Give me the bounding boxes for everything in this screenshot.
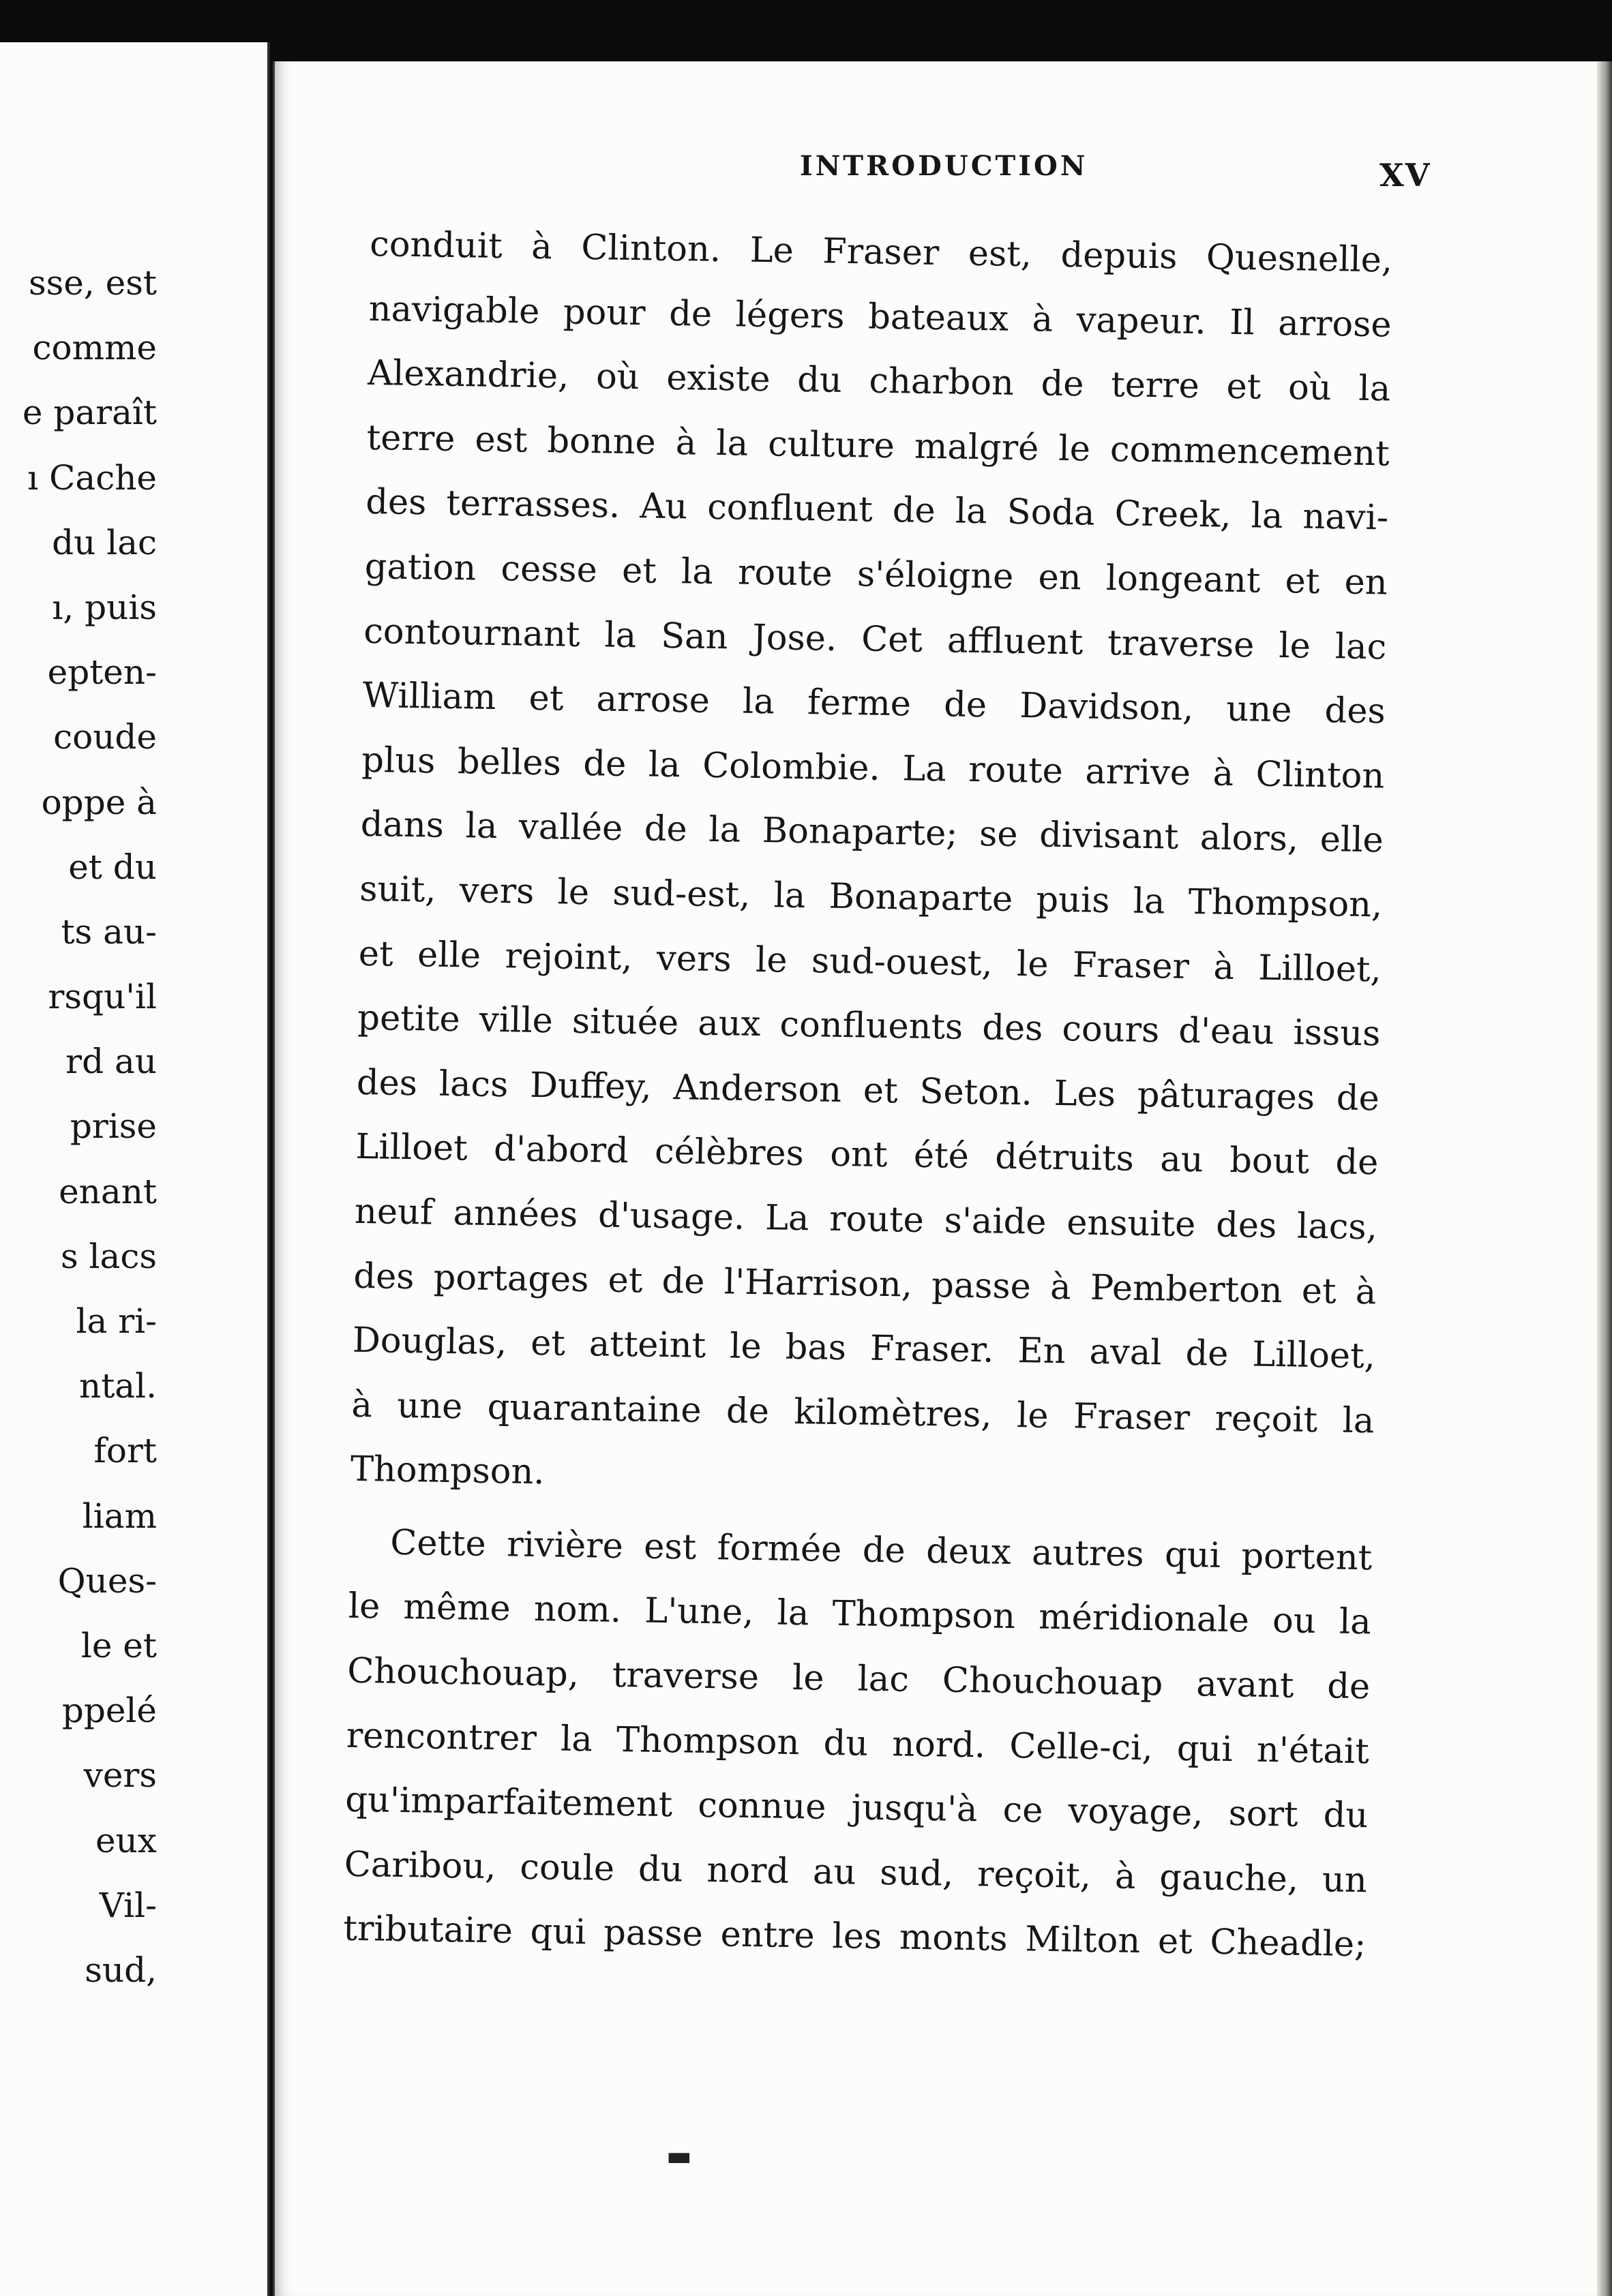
text-line: Caribou, coule du nord au sud, reçoit, à gauche, un [344,1844,1368,1901]
left-page [0,42,270,2296]
left-line: ppelé [61,1691,157,1731]
paragraph-2 [343,1511,1373,1978]
left-line: la ri- [76,1301,157,1341]
text-line: suit, vers le sud-est, la Bonaparte puis la Thompson, [359,868,1383,926]
left-line: liam [82,1496,157,1536]
left-line: le et [80,1625,157,1665]
left-line: e paraît [22,393,157,433]
left-line: ı Cache [27,457,157,498]
page-header [275,150,1612,198]
left-line: et du [68,847,157,887]
text-line: des lacs Duffey, Anderson et Seton. Les pâturages de [356,1062,1380,1119]
text-line: des portages et de l'Harrison, passe à Pemberton et à [353,1256,1377,1312]
text-line: à une quarantaine de kilomètres, le Fraser reçoit la [351,1385,1375,1442]
left-line: Ques- [57,1560,157,1601]
text-line: dans la vallée de la Bonaparte; se divisant alors, elle [360,804,1384,861]
text-line: Cette rivière est formée de deux autres qui portent [389,1522,1373,1579]
text-line: Douglas, et atteint le bas Fraser. En aval de Lilloet, [352,1320,1376,1377]
text-line: rencontrer la Thompson du nord. Celle-ci, qui n'était [346,1715,1370,1772]
text-line: tributaire qui passe entre les monts Milton et Cheadle; [342,1909,1367,1965]
text-line: William et arrose la ferme de Davidson, une des [362,676,1386,732]
page-edge [1597,61,1612,2296]
left-line: fort [93,1431,157,1471]
text-line: gation cesse et la route s'éloigne en longeant et en [364,546,1388,603]
left-line: Vil- [99,1885,157,1925]
left-line: oppe à [41,782,157,822]
text-line: plus belles de la Colombie. La route arrive à Clinton [361,740,1385,797]
left-line: epten- [47,652,157,693]
text-line: le même nom. L'une, la Thompson méridionale ou la [348,1586,1372,1643]
left-line: coude [53,717,157,757]
running-head: INTRODUCTION [800,150,1088,182]
page-number: XV [1379,157,1431,194]
text-line: Chouchouap, traverse le lac Chouchouap avant de [346,1650,1371,1708]
left-line: ts au- [61,911,157,952]
text-line: petite ville située aux confluents des cours d'eau issus [357,997,1381,1055]
text-line: Alexandrie, où existe du charbon de terre et où la [367,353,1391,410]
ink-mark-ornament: ▬ [666,2141,692,2172]
text-line: contournant la San Jose. Cet affluent traverse le lac [363,611,1387,668]
left-line: comme [32,328,157,368]
left-line: ı, puis [52,587,157,627]
left-line: rsqu'il [48,977,157,1017]
left-line: enant [59,1171,157,1211]
left-line: sud, [85,1950,157,1990]
text-line: et elle rejoint, vers le sud-ouest, le Fraser à Lilloet, [358,933,1382,990]
paragraph-1 [350,213,1393,1518]
text-line: neuf années d'usage. La route s'aide ensuite des lacs, [354,1191,1378,1248]
left-line: prise [70,1106,157,1147]
text-line: terre est bonne à la culture malgré le commencement [366,417,1390,474]
body-text [343,213,1393,1978]
left-line: du lac [52,522,157,562]
right-page [273,61,1612,2296]
left-line: vers [83,1755,157,1796]
left-line: sse, est [28,263,157,303]
left-page-text [0,251,157,2003]
text-line: Lilloet d'abord célèbres ont été détruits au bout de [355,1127,1379,1183]
left-line: eux [95,1820,157,1860]
left-line: s lacs [60,1236,157,1276]
text-line: conduit à Clinton. Le Fraser est, depuis Quesnelle, [369,224,1393,281]
text-line: qu'imparfaitement connue jusqu'à ce voyage, sort du [344,1779,1369,1837]
text-line: Thompson. [350,1449,545,1493]
text-line: des terrasses. Au confluent de la Soda Creek, la navi- [365,482,1389,539]
left-line: rd au [65,1042,157,1082]
left-line: ntal. [79,1366,157,1406]
text-line: navigable pour de légers bateaux à vapeur. Il arrose [368,288,1392,346]
